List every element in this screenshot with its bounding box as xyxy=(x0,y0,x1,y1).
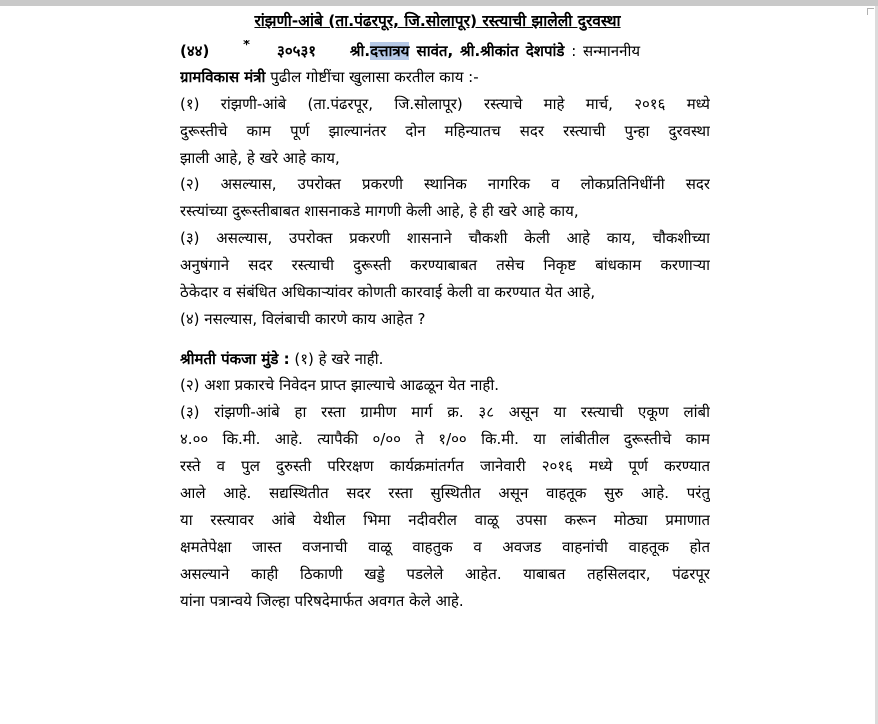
member-1-last-name: सावंत, xyxy=(409,42,454,60)
answer-first-line xyxy=(180,348,710,370)
question-line: दुरूस्तीचे काम पूर्ण झाल्यानंतर दोन महिन्यातच सदर रस्त्याची पुन्हा दुरवस्था xyxy=(180,122,710,140)
question-id: ३०५३१ xyxy=(277,42,317,60)
question-intro xyxy=(180,66,710,88)
answer-line: आले आहे. सद्यस्थितीत सदर रस्ता सुस्थितीत असून वाहतूक सुरु आहे. परंतु xyxy=(180,484,710,502)
answer-line: रस्ते व पुल दुरुस्ती परिरक्षण कार्यक्रमांतर्गत जानेवारी २०१६ मध्ये पूर्ण करण्यात xyxy=(180,457,710,475)
question-line: अनुषंगाने सदर रस्त्याची दुरूस्ती करण्याबाबत तसेच निकृष्ट बांधकाम करणाऱ्या xyxy=(180,256,710,274)
question-line: (२) असल्यास, उपरोक्त प्रकरणी स्थानिक नागरिक व लोकप्रतिनिधींनी सदर xyxy=(180,175,710,193)
answer-line: यांना पत्रान्वये जिल्हा परिषदेमार्फत अवगत केले आहे. xyxy=(180,592,464,610)
starred-mark: * xyxy=(243,40,250,53)
question-line: रस्त्यांच्या दुरूस्तीबाबत शासनाकडे मागणी केली आहे, हे ही खरे आहे काय, xyxy=(180,202,579,220)
answer-first: (१) हे खरे नाही. xyxy=(289,350,384,368)
member-1-first-name-selected[interactable]: दत्तात्रय xyxy=(370,42,410,60)
addressee-tail: : सन्माननीय xyxy=(571,42,641,60)
question-ask: पुढील गोष्टींचा खुलासा करतील काय :- xyxy=(265,68,479,86)
question-line: झाली आहे, हे खरे आहे काय, xyxy=(180,149,340,167)
answer-line: या रस्त्यावर आंबे येथील भिमा नदीवरील वाळू उपसा करून मोठ्या प्रमाणात xyxy=(180,511,710,529)
document-title: रांझणी-आंबे (ता.पंढरपूर, जि.सोलापूर) रस्त्याची झालेली दुरवस्था xyxy=(254,12,621,30)
minister-title: ग्रामविकास मंत्री xyxy=(180,68,266,86)
question-line: (३) असल्यास, उपरोक्त प्रकरणी शासनाने चौकशी केली आहे काय, चौकशीच्या xyxy=(180,229,710,247)
question-header xyxy=(180,40,710,64)
answer-line: ४.०० कि.मी. आहे. त्यापैकी ०/०० ते १/०० कि.मी. या लांबीतील दुरूस्तीचे काम xyxy=(180,430,710,448)
question-number: (४४) xyxy=(180,42,210,60)
answer-line: (२) अशा प्रकारचे निवेदन प्राप्त झाल्याचे आढळून येत नाही. xyxy=(180,376,499,394)
answer-line: असल्याने काही ठिकाणी खड्डे पडलेले आहेत. याबाबत तहसिलदार, पंढरपूर xyxy=(180,565,710,583)
answer-speaker: श्रीमती पंकजा मुंडे : xyxy=(180,350,290,368)
question-line: ठेकेदार व संबंधित अधिकाऱ्यांवर कोणती कारवाई केली वा करण्यात येत आहे, xyxy=(180,283,596,301)
answer-line: क्षमतेपेक्षा जास्त वजनाची वाळू वाहतुक व अवजड वाहनांची वाहतूक होत xyxy=(180,538,710,556)
document-page xyxy=(0,6,875,724)
member-2-name: श्री.श्रीकांत देशपांडे xyxy=(459,42,565,60)
answer-line: (३) रांझणी-आंबे हा रस्ता ग्रामीण मार्ग क्र. ३८ असून या रस्त्याची एकूण लांबी xyxy=(180,403,710,421)
question-line: (४) नसल्यास, विलंबाची कारणे काय आहेत ? xyxy=(180,310,426,328)
question-line: (१) रांझणी-आंबे (ता.पंढरपूर, जि.सोलापूर) रस्त्याचे माहे मार्च, २०१६ मध्ये xyxy=(180,95,710,113)
member-1-prefix: श्री. xyxy=(349,42,371,60)
